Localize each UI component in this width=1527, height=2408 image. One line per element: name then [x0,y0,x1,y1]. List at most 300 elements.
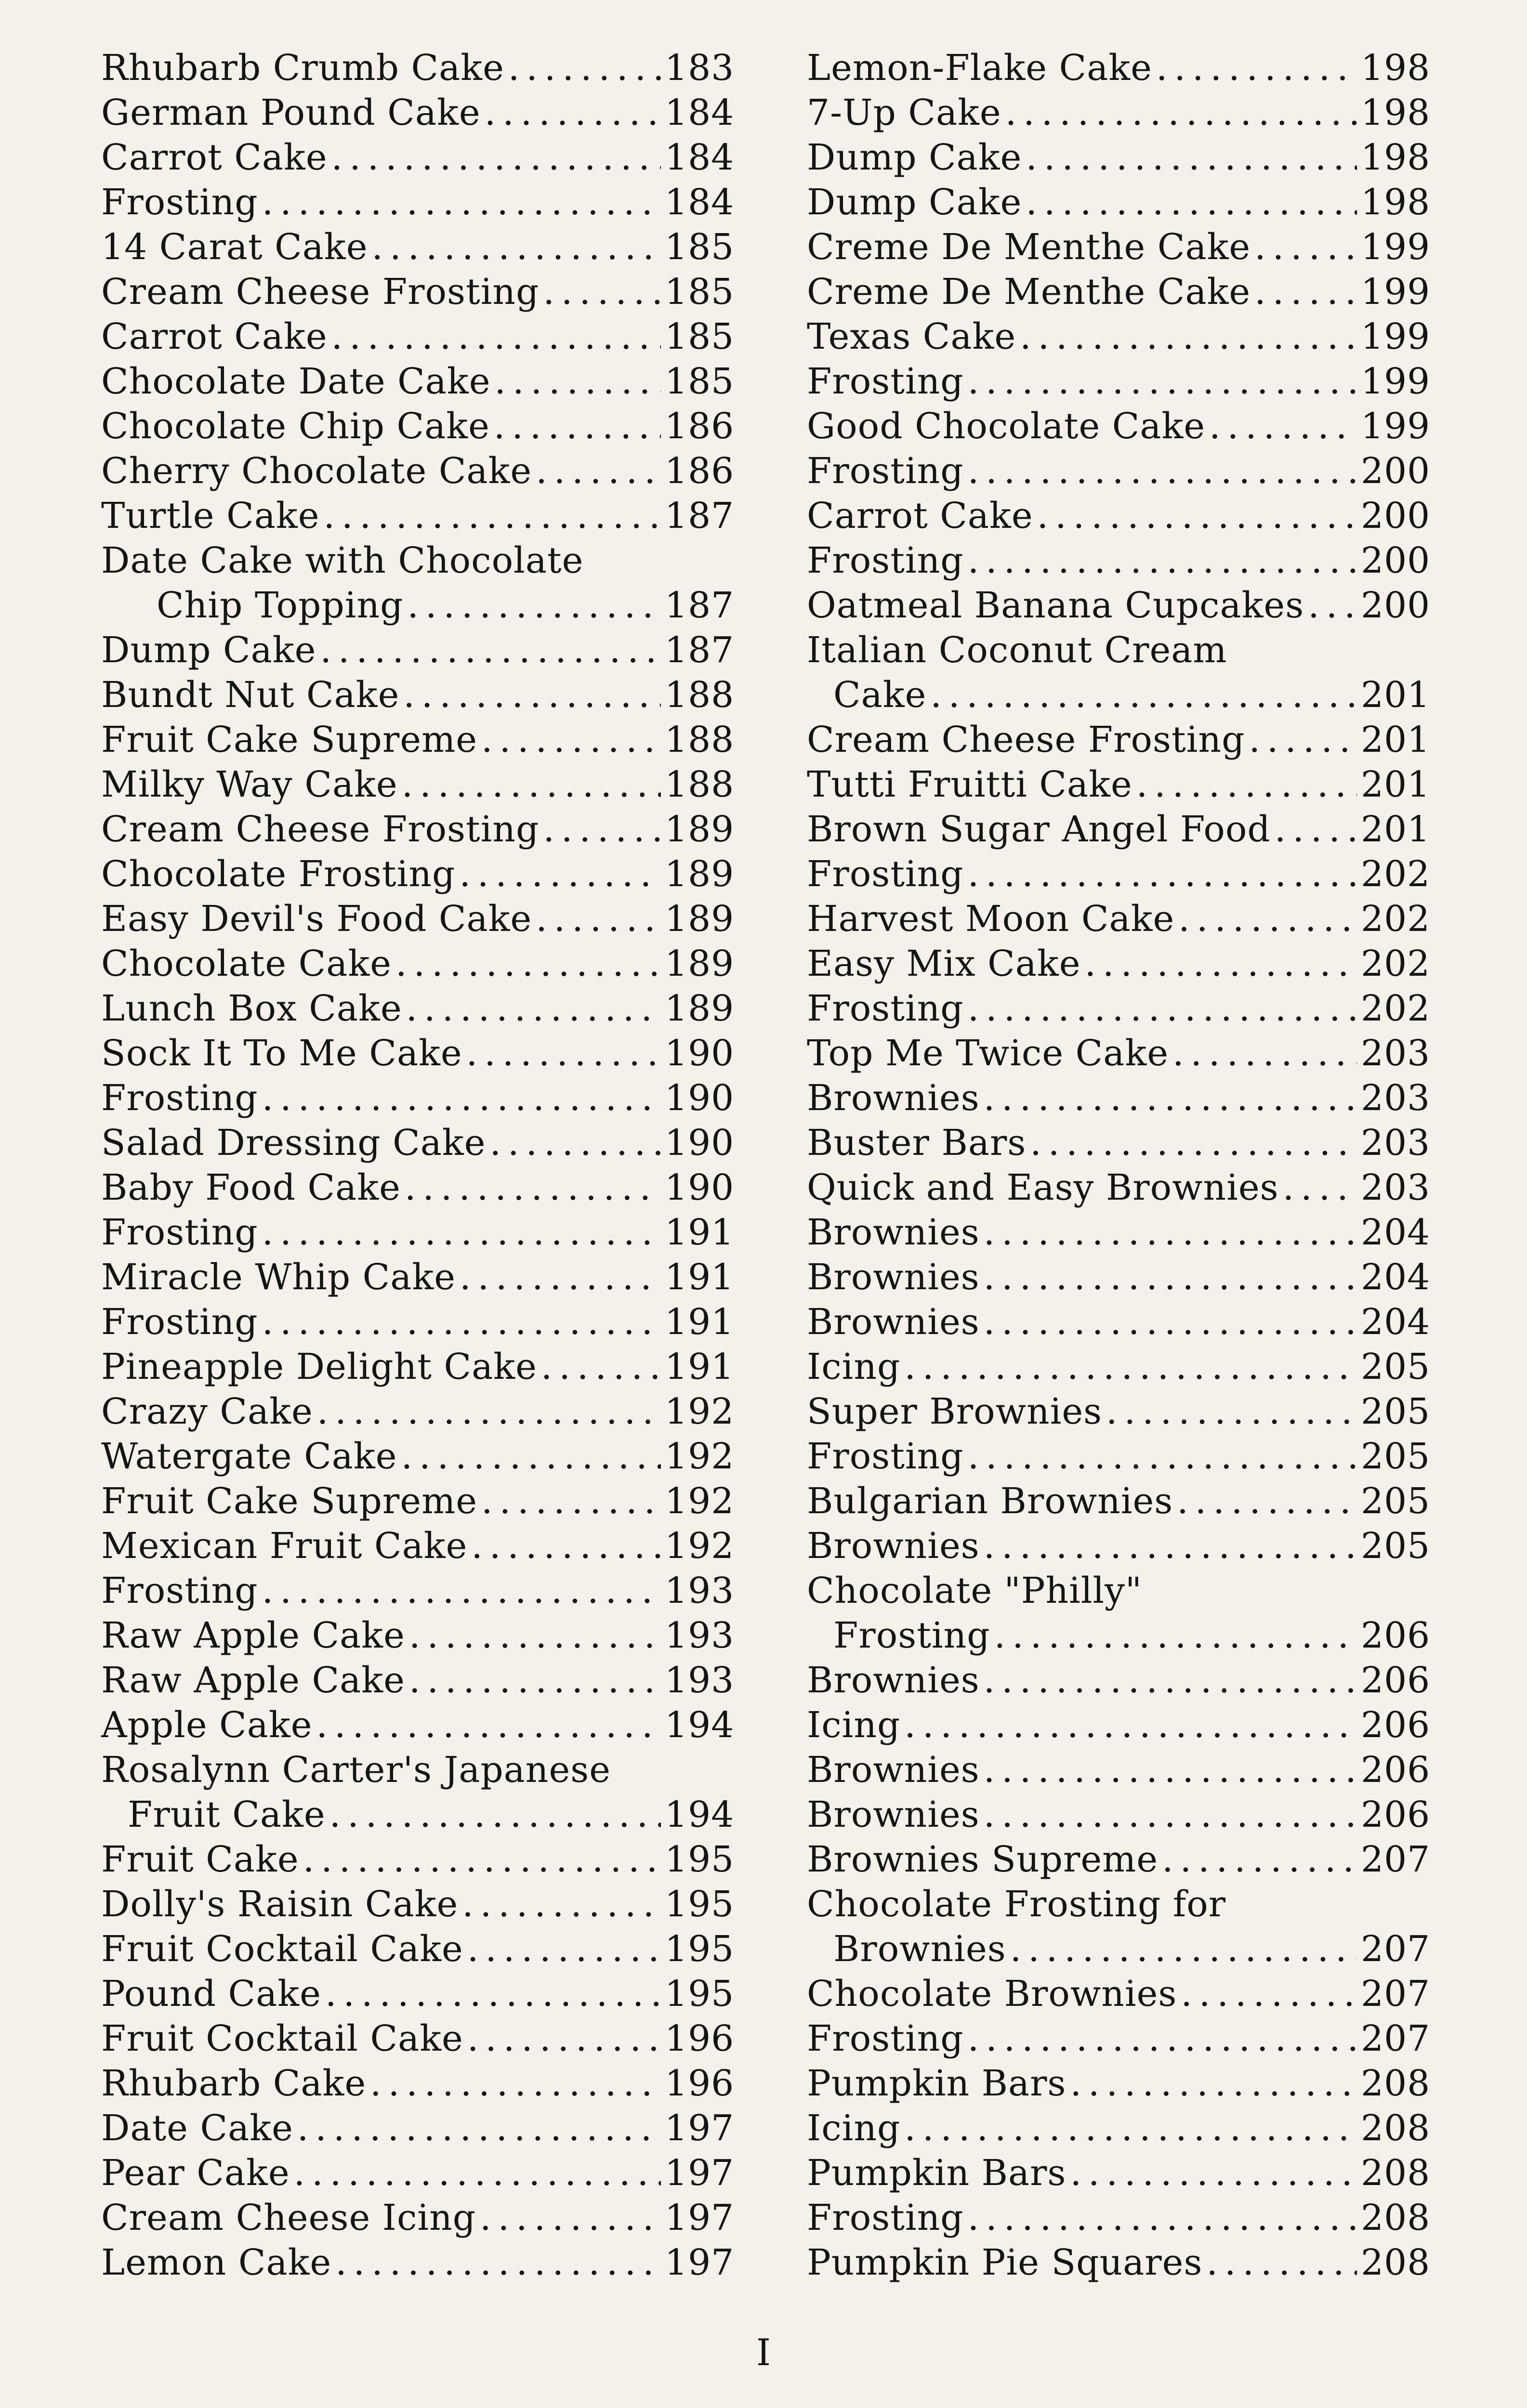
entry-page-number: 194 [665,1794,735,1835]
entry-page-number: 189 [665,853,735,895]
dot-leader [481,718,661,762]
index-entry [101,2196,735,2240]
entry-title: Pineapple Delight Cake [101,1346,537,1387]
dot-leader [968,1434,1357,1479]
index-entry [807,1927,1431,1972]
index-entry [101,583,735,628]
index-entry [101,1255,735,1300]
index-entry [101,449,735,494]
entry-page-number: 204 [1361,1301,1431,1343]
dot-leader [984,1524,1357,1569]
entry-title: Carrot Cake [807,495,1033,537]
dot-leader [495,359,661,404]
index-entry [101,494,735,538]
entry-title: Brownies [807,1256,980,1298]
index-entry [101,1076,735,1121]
index-entry [807,1569,1423,1613]
index-entry [807,1748,1431,1793]
entry-title: Brownies [807,1794,980,1835]
entry-title: Frosting [807,540,964,581]
index-entry [807,807,1431,852]
index-entry [807,628,1423,673]
dot-leader [401,1434,661,1479]
entry-page-number: 207 [1361,2018,1431,2059]
index-entry [101,1524,735,1569]
index-entry [101,762,735,807]
dot-leader [984,1748,1357,1793]
entry-title: Icing [807,1346,901,1387]
entry-page-number: 191 [665,1346,735,1387]
entry-page-number: 199 [1361,226,1431,268]
entry-page-number: 189 [665,898,735,940]
dot-leader [494,404,661,449]
dot-leader [984,1255,1357,1300]
dot-leader [467,1927,661,1972]
index-entry [807,1479,1431,1524]
index-entry [101,1479,735,1524]
dot-leader [1030,1121,1357,1165]
entry-title: Dump Cake [807,182,1022,223]
entry-page-number: 205 [1361,1480,1431,1522]
entry-page-number: 206 [1361,1704,1431,1746]
index-entry [101,628,735,673]
entry-page-number: 202 [1361,943,1431,984]
entry-page-number: 185 [665,361,735,402]
index-entry [101,1613,735,1658]
index-entry [807,718,1431,762]
entry-title: Lemon-Flake Cake [807,47,1152,89]
dot-leader [406,986,661,1031]
index-entry [807,1613,1431,1658]
entry-page-number: 206 [1361,1749,1431,1791]
entry-title: Chocolate Cake [101,943,392,984]
entry-page-number: 189 [665,988,735,1029]
entry-page-number: 198 [1361,92,1431,133]
entry-title: Pear Cake [101,2152,290,2194]
index-entry [101,1165,735,1210]
entry-page-number: 208 [1361,2107,1431,2149]
entry-page-number: 190 [665,1122,735,1164]
entry-page-number: 189 [665,809,735,850]
entry-page-number: 185 [665,271,735,313]
entry-title: Brownies [807,1660,980,1701]
index-entry [807,1434,1431,1479]
entry-page-number: 199 [1361,361,1431,402]
entry-title: Frosting [101,1077,258,1119]
entry-title: Lemon Cake [101,2242,332,2283]
index-entry [807,1345,1431,1389]
index-entry [101,91,735,135]
index-entry [101,852,735,897]
index-entry [101,2016,735,2061]
dot-leader [984,1300,1357,1345]
entry-title: Cake [833,674,927,716]
index-entry [101,1972,735,2016]
entry-title: Fruit Cake Supreme [101,1480,478,1522]
dot-leader [329,1793,661,1837]
dot-leader [407,583,661,628]
index-entry [101,1031,735,1076]
entry-page-number: 187 [665,585,735,626]
entry-title: Frosting [101,1570,258,1611]
entry-title: Chocolate "Philly" [807,1570,1142,1611]
entry-title: Frosting [807,988,964,1029]
dot-leader [984,1076,1357,1121]
entry-page-number: 193 [665,1615,735,1656]
entry-title: Milky Way Cake [101,764,398,805]
dot-leader [409,1613,661,1658]
entry-page-number: 184 [665,137,735,178]
entry-title: Chocolate Frosting for [807,1884,1226,1925]
index-entry [807,1076,1431,1121]
entry-title: Icing [807,1704,901,1746]
dot-leader [1209,404,1357,449]
entry-title: Pound Cake [101,1973,321,2015]
entry-title: Date Cake with Chocolate [101,540,584,581]
entry-page-number: 198 [1361,182,1431,223]
entry-page-number: 199 [1361,406,1431,447]
dot-leader [1172,1031,1357,1076]
dot-leader [1283,1165,1357,1210]
entry-page-number: 207 [1361,1839,1431,1880]
index-entry [807,1255,1431,1300]
dot-leader [297,2106,661,2151]
index-entry [101,1389,735,1434]
entry-page-number: 196 [665,2018,735,2059]
index-entry [807,1658,1431,1703]
entry-title: Easy Devil's Food Cake [101,898,532,940]
entry-page-number: 207 [1361,1928,1431,1970]
dot-leader [325,1972,661,2016]
entry-title: Buster Bars [807,1122,1027,1164]
index-entry [101,1210,735,1255]
index-entry [101,404,735,449]
entry-page-number: 200 [1361,450,1431,492]
entry-title: Frosting [807,853,964,895]
index-entry [101,1927,735,1972]
entry-title: Rhubarb Cake [101,2063,367,2104]
dot-leader [1026,135,1357,180]
index-entry [101,718,735,762]
entry-page-number: 193 [665,1660,735,1701]
index-entry [807,180,1431,225]
entry-page-number: 208 [1361,2152,1431,2194]
entry-title: Fruit Cocktail Cake [101,2018,463,2059]
entry-title: Rhubarb Crumb Cake [101,47,504,89]
entry-page-number: 196 [665,2063,735,2104]
entry-title: Rosalynn Carter's Japanese [101,1749,611,1791]
index-entry [101,986,735,1031]
dot-leader [405,1165,661,1210]
dot-leader [1106,1389,1357,1434]
entry-title: Fruit Cocktail Cake [101,1928,463,1970]
entry-page-number: 188 [665,674,735,716]
dot-leader [481,1479,661,1524]
entry-title: Cream Cheese Icing [101,2197,476,2238]
entry-page-number: 187 [665,495,735,537]
dot-leader [480,2196,661,2240]
dot-leader [543,270,661,314]
entry-page-number: 206 [1361,1615,1431,1656]
entry-page-number: 199 [1361,271,1431,313]
entry-page-number: 203 [1361,1122,1431,1164]
index-entry [101,2151,735,2196]
index-entry [101,225,735,270]
dot-leader [331,314,661,359]
entry-page-number: 194 [665,1704,735,1746]
dot-leader [409,1658,661,1703]
entry-title: Raw Apple Cake [101,1615,405,1656]
entry-title: Fruit Cake [128,1794,326,1835]
index-entry [807,449,1431,494]
entry-page-number: 192 [665,1525,735,1567]
index-entry [807,538,1431,583]
dot-leader [395,942,661,986]
dot-leader [335,2240,661,2285]
entry-page-number: 195 [665,1928,735,1970]
entry-page-number: 202 [1361,853,1431,895]
dot-leader [1010,1927,1357,1972]
entry-page-number: 204 [1361,1256,1431,1298]
dot-leader [968,538,1357,583]
dot-leader [968,359,1357,404]
entry-page-number: 185 [665,316,735,357]
entry-page-number: 188 [665,719,735,760]
entry-page-number: 207 [1361,1973,1431,2015]
entry-page-number: 190 [665,1033,735,1074]
dot-leader [1254,270,1357,314]
entry-title: Tutti Fruitti Cake [807,764,1132,805]
index-entry [807,673,1431,718]
entry-title: Pumpkin Bars [807,2063,1066,2104]
entry-title: Creme De Menthe Cake [807,271,1251,313]
dot-leader [471,1524,661,1569]
entry-page-number: 208 [1361,2063,1431,2104]
entry-page-number: 190 [665,1077,735,1119]
index-entry [101,1703,735,1748]
entry-page-number: 206 [1361,1660,1431,1701]
index-entry [101,46,735,91]
index-entry [101,1837,735,1882]
index-entry [807,1882,1423,1927]
entry-page-number: 203 [1361,1167,1431,1208]
index-entry [807,1837,1431,1882]
dot-leader [331,135,661,180]
entry-page-number: 197 [665,2197,735,2238]
entry-title: Bundt Nut Cake [101,674,400,716]
entry-page-number: 208 [1361,2242,1431,2283]
index-entry [101,270,735,314]
dot-leader [968,2196,1357,2240]
entry-title: Pumpkin Bars [807,2152,1066,2194]
dot-leader [904,2106,1357,2151]
index-entry [101,2240,735,2285]
dot-leader [1005,91,1357,135]
dot-leader [536,449,661,494]
entry-title: Brownies [807,1077,980,1119]
dot-leader [1070,2151,1357,2196]
entry-page-number: 190 [665,1167,735,1208]
entry-title: Raw Apple Cake [101,1660,405,1701]
entry-title: Pumpkin Pie Squares [807,2242,1203,2283]
index-entry [807,1524,1431,1569]
entry-title: Carrot Cake [101,316,328,357]
dot-leader [402,762,661,807]
entry-page-number: 192 [665,1436,735,1477]
dot-leader [262,1210,661,1255]
entry-page-number: 204 [1361,1212,1431,1253]
dot-leader [1178,897,1357,942]
index-entry [807,1703,1431,1748]
entry-page-number: 201 [1361,764,1431,805]
index-entry [807,942,1431,986]
entry-title: Brownies [807,1749,980,1791]
entry-page-number: 206 [1361,1794,1431,1835]
index-entry [807,2061,1431,2106]
dot-leader [459,852,661,897]
index-entry [807,314,1431,359]
entry-title: Harvest Moon Cake [807,898,1175,940]
entry-title: Dump Cake [807,137,1022,178]
entry-title: Frosting [833,1615,990,1656]
entry-title: Turtle Cake [101,495,320,537]
entry-title: Brownies [833,1928,1006,1970]
index-column-left [101,46,735,2285]
dot-leader [1308,583,1357,628]
entry-page-number: 191 [665,1212,735,1253]
index-entry [101,538,727,583]
dot-leader [904,1345,1357,1389]
entry-title: Dump Cake [101,629,316,671]
dot-leader [1162,1837,1357,1882]
index-entry [101,2106,735,2151]
entry-page-number: 186 [665,450,735,492]
index-entry [807,1300,1431,1345]
entry-page-number: 198 [1361,47,1431,89]
entry-page-number: 192 [665,1480,735,1522]
index-entry [101,359,735,404]
index-entry [807,1031,1431,1076]
entry-title: Frosting [807,2018,964,2059]
index-entry [807,2016,1431,2061]
dot-leader [984,1658,1357,1703]
entry-page-number: 200 [1361,585,1431,626]
entry-title: Lunch Box Cake [101,988,402,1029]
dot-leader [543,807,661,852]
entry-title: Frosting [807,361,964,402]
index-entry [101,1300,735,1345]
dot-leader [968,986,1357,1031]
index-entry [807,897,1431,942]
entry-title: Cream Cheese Frosting [101,809,540,850]
dot-leader [372,225,661,270]
index-entry [807,270,1431,314]
dot-leader [968,449,1357,494]
index-entry [807,2106,1431,2151]
dot-leader [968,852,1357,897]
dot-leader [262,1569,661,1613]
dot-leader [994,1613,1357,1658]
index-entry [807,986,1431,1031]
entry-title: Texas Cake [807,316,1016,357]
entry-page-number: 199 [1361,316,1431,357]
index-entry [101,1434,735,1479]
entry-title: Chip Topping [157,585,404,626]
entry-page-number: 202 [1361,988,1431,1029]
entry-title: German Pound Cake [101,92,481,133]
entry-page-number: 198 [1361,137,1431,178]
entry-title: Cherry Chocolate Cake [101,450,532,492]
entry-page-number: 200 [1361,540,1431,581]
entry-title: Bulgarian Brownies [807,1480,1173,1522]
entry-page-number: 192 [665,1391,735,1432]
index-entry [807,1389,1431,1434]
entry-title: Oatmeal Banana Cupcakes [807,585,1304,626]
entry-title: Baby Food Cake [101,1167,401,1208]
dot-leader [370,2061,661,2106]
dot-leader [467,2016,661,2061]
entry-page-number: 185 [665,226,735,268]
dot-leader [1037,494,1357,538]
dot-leader [536,897,661,942]
dot-leader [262,1076,661,1121]
index-entry [101,314,735,359]
index-entry [807,225,1431,270]
dot-leader [485,91,661,135]
entry-title: Chocolate Brownies [807,1973,1177,2015]
entry-page-number: 197 [665,2242,735,2283]
page-folio: I [756,2331,771,2374]
entry-title: 7-Up Cake [807,92,1001,133]
entry-title: Mexican Fruit Cake [101,1525,468,1567]
dot-leader [303,1837,661,1882]
entry-title: Good Chocolate Cake [807,406,1206,447]
entry-page-number: 205 [1361,1436,1431,1477]
dot-leader [1020,314,1357,359]
entry-title: Cream Cheese Frosting [807,719,1245,760]
index-entry [101,1748,727,1793]
dot-leader [466,1031,661,1076]
index-entry [807,494,1431,538]
entry-page-number: 203 [1361,1033,1431,1074]
dot-leader [1026,180,1357,225]
dot-leader [984,1793,1357,1837]
dot-leader [1275,807,1357,852]
entry-page-number: 191 [665,1256,735,1298]
entry-title: Brownies [807,1212,980,1253]
entry-page-number: 184 [665,92,735,133]
dot-leader [1156,46,1357,91]
index-entry [807,46,1431,91]
index-entry [807,135,1431,180]
entry-page-number: 195 [665,1839,735,1880]
index-entry [101,942,735,986]
entry-page-number: 205 [1361,1391,1431,1432]
index-entry [101,1793,735,1837]
entry-page-number: 201 [1361,674,1431,716]
dot-leader [1181,1972,1357,2016]
entry-title: Icing [807,2107,901,2149]
entry-page-number: 191 [665,1301,735,1343]
index-entry [807,2240,1431,2285]
index-entry [101,1658,735,1703]
entry-title: Salad Dressing Cake [101,1122,486,1164]
entry-title: Creme De Menthe Cake [807,226,1251,268]
entry-title: Italian Coconut Cream [807,629,1227,671]
entry-title: Frosting [101,182,258,223]
index-entry [807,404,1431,449]
entry-page-number: 183 [665,47,735,89]
